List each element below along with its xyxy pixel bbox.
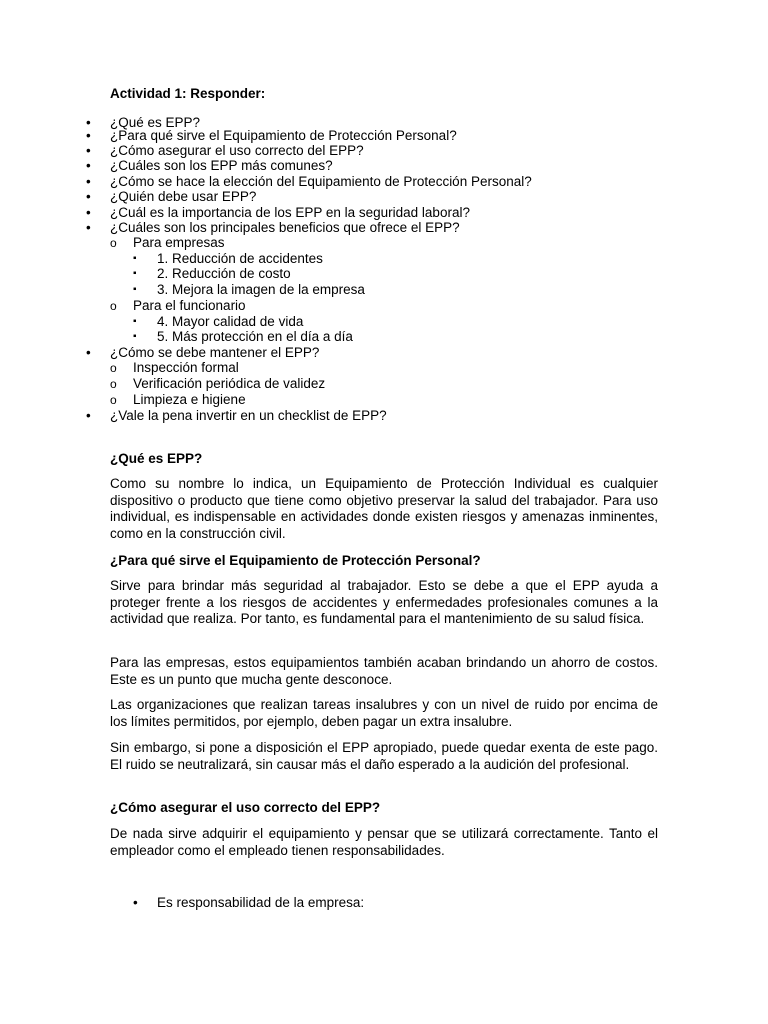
question-item: • ¿Cómo se debe mantener el EPP? <box>110 345 319 361</box>
question-item: • ¿Cuál es la importancia de los EPP en la seguridad laboral? <box>110 205 470 221</box>
question-item: • ¿Cómo asegurar el uso correcto del EPP? <box>110 143 364 159</box>
benefit-item: ▪ 5. Más protección en el día a día <box>157 329 353 345</box>
question-item: • ¿Quién debe usar EPP? <box>110 189 256 205</box>
section-heading-correct-use: ¿Cómo asegurar el uso correcto del EPP? <box>110 800 381 815</box>
question-item: • ¿Qué es EPP? <box>110 115 200 131</box>
question-item: • ¿Cuáles son los principales beneficios que ofrece el EPP? <box>110 220 460 236</box>
maintain-item: o Verificación periódica de validez <box>133 376 325 392</box>
benefit-group-companies: o Para empresas <box>133 235 225 251</box>
question-item: • ¿Para qué sirve el Equipamiento de Protección Personal? <box>110 128 457 144</box>
responsibility-bullet: • Es responsabilidad de la empresa: <box>157 895 364 911</box>
maintain-item: o Limpieza e higiene <box>133 392 246 408</box>
benefit-group-employee: o Para el funcionario <box>133 298 246 314</box>
benefit-item: ▪ 3. Mejora la imagen de la empresa <box>157 282 365 298</box>
activity-title: Actividad 1: Responder: <box>110 86 266 101</box>
question-item: • ¿Cuáles son los EPP más comunes? <box>110 158 333 174</box>
section-paragraph: De nada sirve adquirir el equipamiento y pensar que se utilizará correctamente. Tanto el empleador como el empleado tienen responsabilidades. <box>110 826 658 858</box>
benefit-item: ▪ 1. Reducción de accidentes <box>157 251 323 267</box>
maintain-item: o Inspección formal <box>133 360 239 376</box>
question-item: • ¿Cómo se hace la elección del Equipamiento de Protección Personal? <box>110 174 532 190</box>
question-item: • ¿Vale la pena invertir en un checklist de EPP? <box>110 408 387 424</box>
benefit-item: ▪ 2. Reducción de costo <box>157 266 291 282</box>
section-paragraph: Para las empresas, estos equipamientos también acaban brindando un ahorro de costos. Este es un punto que mucha gente desconoce. <box>110 655 658 687</box>
section-paragraph: Las organizaciones que realizan tareas insalubres y con un nivel de ruido por encima de los límites permitidos, por ejemplo, deben pagar un extra insalubre. <box>110 697 658 729</box>
section-paragraph: Sin embargo, si pone a disposición el EPP apropiado, puede quedar exenta de este pago. El ruido se neutralizará, sin causar más el daño esperado a la audición del profesional. <box>110 740 658 772</box>
section-paragraph: Sirve para brindar más seguridad al trabajador. Esto se debe a que el EPP ayuda a proteger frente a los riesgos de accidentes y enfermedades profesionales comunes a la actividad que realiza. Por tanto, es fundamental para el mantenimiento de su salud física. <box>110 578 658 626</box>
section-heading-purpose: ¿Para qué sirve el Equipamiento de Protección Personal? <box>110 553 481 568</box>
benefit-item: ▪ 4. Mayor calidad de vida <box>157 314 303 330</box>
section-heading-what-is: ¿Qué es EPP? <box>110 451 203 466</box>
section-paragraph: Como su nombre lo indica, un Equipamiento de Protección Individual es cualquier dispositivo o producto que tiene como objetivo preservar la salud del trabajador. Para uso individual, es indispensable en actividades donde existen riesgos y amenazas inminentes, como en la construcción civil. <box>110 476 658 541</box>
